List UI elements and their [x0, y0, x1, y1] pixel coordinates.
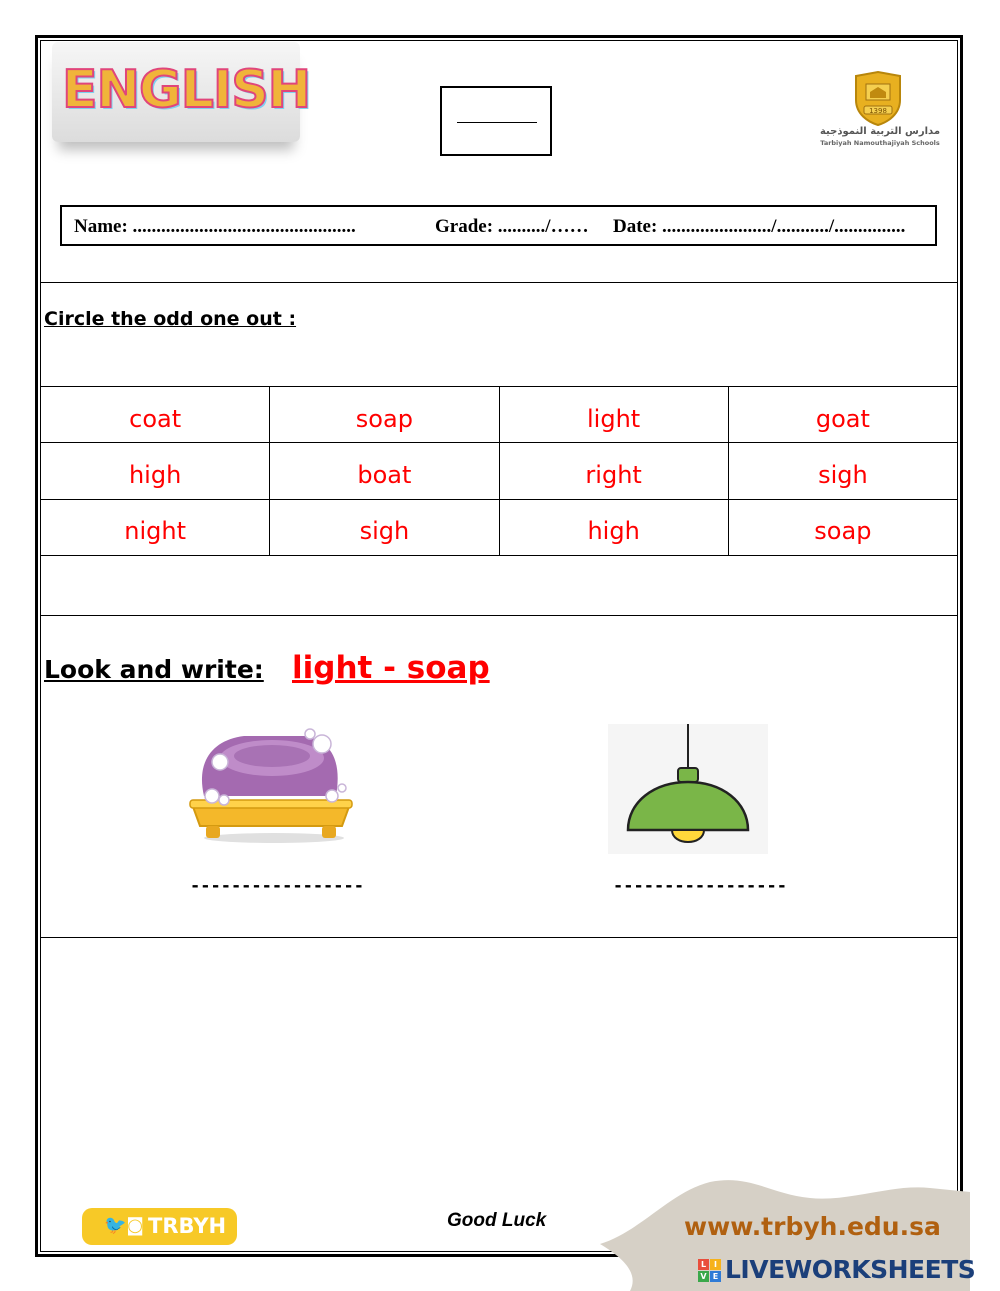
school-name-arabic: مدارس التربية النموذجية — [819, 126, 941, 137]
word-cell[interactable]: light — [499, 387, 728, 443]
word-cell[interactable]: sigh — [270, 499, 499, 555]
word-cell[interactable]: coat — [41, 387, 270, 443]
table-row — [41, 387, 958, 443]
table-row — [41, 499, 958, 555]
liveworksheets-logo[interactable] — [698, 1257, 993, 1287]
divider-section-1 — [40, 615, 958, 616]
school-shield-icon — [848, 70, 908, 126]
lamp-image — [608, 724, 768, 854]
word-bank: light - soap — [292, 650, 490, 686]
twitter-instagram-icon: 🐦◙ — [104, 1215, 144, 1236]
word-cell[interactable]: boat — [270, 443, 499, 499]
divider-header — [40, 282, 958, 283]
answer-blank-soap[interactable]: ----------------- — [190, 876, 364, 896]
english-logo — [52, 42, 311, 172]
answer-blank-lamp[interactable]: ----------------- — [613, 876, 787, 896]
word-cell[interactable]: soap — [270, 387, 499, 443]
title-box-line — [457, 122, 537, 123]
word-cell[interactable]: soap — [728, 499, 957, 555]
table-row — [41, 443, 958, 499]
title-box — [440, 86, 552, 156]
soap-image — [182, 722, 360, 850]
student-info-box — [60, 205, 937, 246]
social-handle: TRBYH — [148, 1214, 227, 1238]
social-badge[interactable] — [82, 1208, 237, 1245]
liveworksheets-brand: LIVEWORKSHEETS — [725, 1255, 976, 1284]
school-logo — [815, 68, 945, 153]
odd-one-out-table — [40, 386, 958, 556]
name-field[interactable]: Name: ............................................... — [74, 216, 356, 237]
word-cell[interactable]: high — [499, 499, 728, 555]
school-year: 1398 — [869, 107, 887, 115]
section-title-odd-one-out: Circle the odd one out : — [44, 308, 297, 330]
word-cell[interactable]: goat — [728, 387, 957, 443]
divider-section-2 — [40, 937, 958, 938]
grade-field[interactable]: Grade: ........../…… — [435, 216, 589, 237]
good-luck-text: Good Luck — [447, 1210, 547, 1231]
word-cell[interactable]: sigh — [728, 443, 957, 499]
section-title-look-and-write: Look and write: — [44, 655, 264, 684]
word-cell[interactable]: night — [41, 499, 270, 555]
website-url[interactable]: www.trbyh.edu.sa — [684, 1212, 941, 1241]
word-cell[interactable]: right — [499, 443, 728, 499]
school-name-english: Tarbiyah Namouthajiyah Schools — [820, 139, 940, 147]
english-logo-word: ENGLISH — [62, 60, 311, 120]
date-field[interactable]: Date: ......................./.........../............... — [613, 216, 906, 237]
liveworksheets-tiles-icon: L I V E — [698, 1259, 722, 1283]
word-cell[interactable]: high — [41, 443, 270, 499]
